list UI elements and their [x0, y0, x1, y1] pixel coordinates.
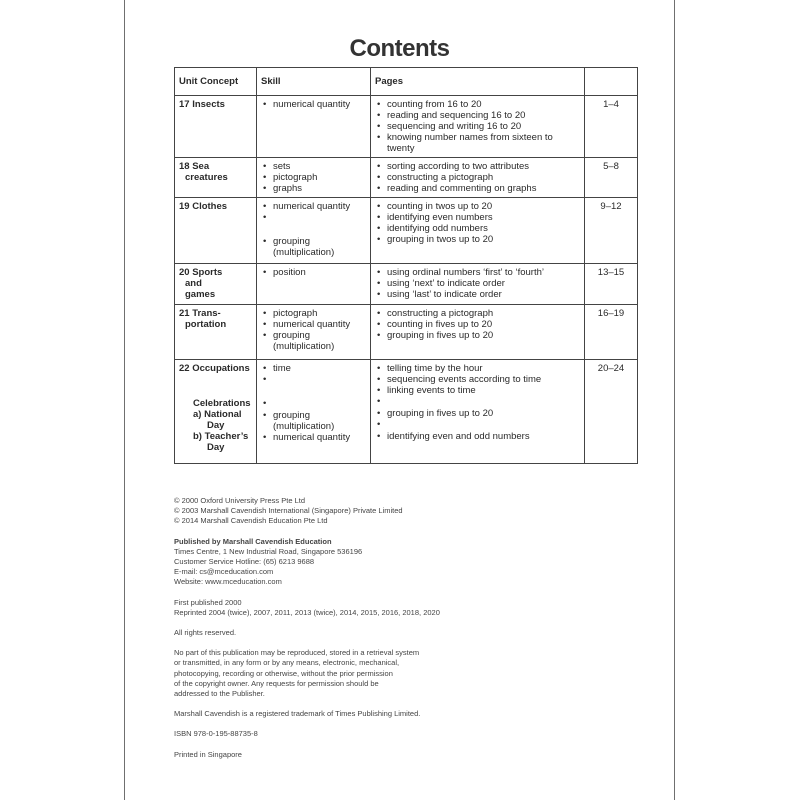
table-row — [175, 96, 638, 158]
page-title: Contents — [349, 35, 450, 62]
pages-cell — [371, 360, 585, 464]
unit-title: 22 Occupations — [179, 363, 250, 374]
activity-item: • constructing a pictograph — [387, 172, 580, 183]
spacer — [387, 419, 580, 431]
activity-item: • sorting according to two attributes — [387, 161, 580, 172]
skill-item: • numerical quantity — [273, 201, 366, 212]
spacer — [273, 212, 366, 236]
activity-item: • identifying even numbers — [387, 212, 580, 223]
rights-text: All rights reserved. — [174, 628, 237, 638]
publisher-name: Published by Marshall Cavendish Education — [174, 536, 332, 546]
table-row — [175, 158, 638, 198]
unit-title: 21 Trans- — [179, 308, 221, 319]
unit-title: Day — [207, 420, 225, 431]
activity-item: • using ‘last’ to indicate order — [387, 289, 580, 300]
skill-item: • grouping (multiplication) — [273, 410, 366, 432]
activity-item: • reading and sequencing 16 to 20 — [387, 110, 580, 121]
copyright-line: © 2003 Marshall Cavendish International (Singapore) Private Limited — [174, 506, 403, 516]
printed-in — [174, 750, 594, 760]
imprint — [174, 496, 594, 770]
skill-cell — [257, 360, 371, 464]
unit-title: 18 Sea — [179, 161, 210, 172]
page-range: 13–15 — [585, 264, 638, 305]
printing-history — [174, 598, 594, 618]
unit-title: Day — [207, 442, 225, 453]
unit-cell — [175, 360, 257, 464]
activity-item: • identifying odd numbers — [387, 223, 580, 234]
skill-item: • numerical quantity — [273, 319, 366, 330]
activity-item: • grouping in fives up to 20 — [387, 408, 580, 419]
publisher-address: Times Centre, 1 New Industrial Road, Singapore 536196 — [174, 546, 363, 556]
printed-in-text: Printed in Singapore — [174, 749, 242, 759]
pages-cell — [371, 305, 585, 360]
unit-title: 20 Sports — [179, 267, 223, 278]
notice-line: addressed to the Publisher. — [174, 689, 265, 699]
spacer — [387, 396, 580, 408]
table-row — [175, 264, 638, 305]
copyright-line: © 2014 Marshall Cavendish Education Pte Ltd — [174, 516, 328, 526]
rights-reserved — [174, 628, 594, 638]
unit-title: 19 Clothes — [179, 201, 228, 212]
pages-cell — [371, 264, 585, 305]
table-row — [175, 360, 638, 464]
unit-title: creatures — [185, 172, 228, 183]
skill-cell — [257, 158, 371, 198]
spacer — [273, 374, 366, 398]
skill-cell — [257, 264, 371, 305]
activity-item: • reading and commenting on graphs — [387, 183, 580, 194]
page-range: 9–12 — [585, 198, 638, 264]
skill-cell — [257, 198, 371, 264]
activity-item: • grouping in twos up to 20 — [387, 234, 580, 245]
unit-cell — [175, 198, 257, 264]
header-pages: Pages — [371, 68, 585, 96]
first-published: First published 2000 — [174, 597, 242, 607]
activity-item: • sequencing and writing 16 to 20 — [387, 121, 580, 132]
activity-item: • grouping in fives up to 20 — [387, 330, 580, 341]
header-page-numbers — [585, 68, 638, 96]
notice-line: of the copyright owner. Any requests for permission should be — [174, 678, 379, 688]
notice-line: photocopying, recording or otherwise, without the prior permission — [174, 668, 393, 678]
copyright-line: © 2000 Oxford University Press Pte Ltd — [174, 496, 305, 505]
unit-title: b) Teacher’s — [193, 431, 249, 442]
unit-title: games — [185, 289, 216, 300]
skill-item: • time — [273, 363, 366, 374]
publisher-email: E-mail: cs@mceducation.com — [174, 567, 274, 577]
header-skill: Skill — [257, 68, 371, 96]
activity-item: • counting from 16 to 20 — [387, 99, 580, 110]
pages-cell — [371, 96, 585, 158]
page — [124, 0, 675, 800]
unit-title: Celebrations — [193, 398, 251, 409]
activity-item: • telling time by the hour — [387, 363, 580, 374]
page-range: 5–8 — [585, 158, 638, 198]
contents-table — [174, 67, 638, 464]
pages-cell — [371, 158, 585, 198]
trademark-notice — [174, 709, 594, 719]
activity-item: • identifying even and odd numbers — [387, 431, 580, 442]
copyright-block — [174, 496, 594, 527]
activity-item: • counting in twos up to 20 — [387, 201, 580, 212]
publisher-hotline: Customer Service Hotline: (65) 6213 9688 — [174, 557, 315, 567]
skill-item: • pictograph — [273, 172, 366, 183]
skill-item: • numerical quantity — [273, 432, 366, 443]
spacer — [179, 374, 252, 398]
skill-item: • grouping (multiplication) — [273, 330, 366, 352]
skill-item: • grouping (multiplication) — [273, 236, 366, 258]
publisher-block — [174, 537, 594, 588]
unit-title: portation — [185, 319, 227, 330]
unit-cell — [175, 305, 257, 360]
skill-cell — [257, 305, 371, 360]
skill-item: • position — [273, 267, 366, 278]
reprinted: Reprinted 2004 (twice), 2007, 2011, 2013 (twice), 2014, 2015, 2016, 2018, 2020 — [174, 607, 440, 617]
table-header-row — [175, 68, 638, 96]
skill-item: • numerical quantity — [273, 99, 366, 110]
activity-item: • sequencing events according to time — [387, 374, 580, 385]
table-row — [175, 198, 638, 264]
activity-item: • using ‘next’ to indicate order — [387, 278, 580, 289]
publisher-website: Website: www.mceducation.com — [174, 577, 282, 587]
skill-cell — [257, 96, 371, 158]
unit-cell — [175, 96, 257, 158]
pages-cell — [371, 198, 585, 264]
activity-item: • linking events to time — [387, 385, 580, 396]
reproduction-notice — [174, 648, 594, 699]
page-range: 1–4 — [585, 96, 638, 158]
trademark-text: Marshall Cavendish is a registered trademark of Times Publishing Limited. — [174, 709, 421, 719]
activity-item: • constructing a pictograph — [387, 308, 580, 319]
notice-line: No part of this publication may be reproduced, stored in a retrieval system — [174, 648, 420, 658]
unit-title: a) National — [193, 409, 242, 420]
unit-cell — [175, 264, 257, 305]
page-range: 16–19 — [585, 305, 638, 360]
unit-title: and — [185, 278, 202, 289]
isbn-text: ISBN 978-0-195-88735-8 — [174, 729, 258, 739]
activity-item: • counting in fives up to 20 — [387, 319, 580, 330]
unit-title: 17 Insects — [179, 99, 225, 110]
spacer — [273, 398, 366, 410]
isbn — [174, 729, 594, 739]
header-unit-concept: Unit Concept — [175, 68, 257, 96]
activity-item: • knowing number names from sixteen to twenty — [387, 132, 580, 154]
notice-line: or transmitted, in any form or by any means, electronic, mechanical, — [174, 658, 400, 668]
skill-item: • sets — [273, 161, 366, 172]
activity-item: • using ordinal numbers ‘first’ to ‘fourth’ — [387, 267, 580, 278]
skill-item: • pictograph — [273, 308, 366, 319]
unit-cell — [175, 158, 257, 198]
table-row — [175, 305, 638, 360]
skill-item: • graphs — [273, 183, 366, 194]
page-range: 20–24 — [585, 360, 638, 464]
